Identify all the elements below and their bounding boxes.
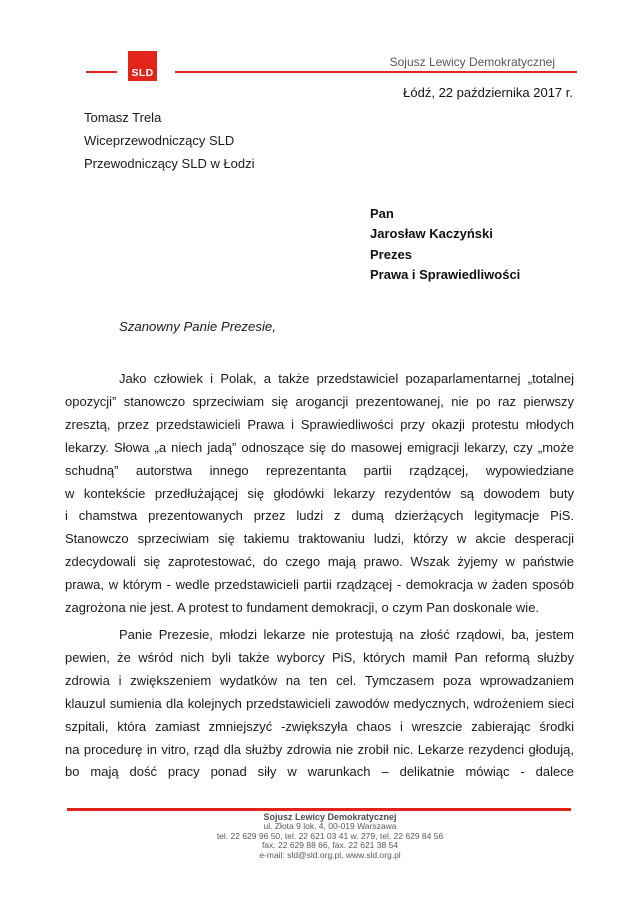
sender-block: [84, 106, 255, 175]
letterhead-rule-left: [86, 71, 117, 73]
recipient-line: Jarosław Kaczyński: [370, 226, 493, 242]
sender-line: Tomasz Trela: [84, 110, 162, 125]
body-line: w kontekście przedłużającej się głodówki lekarzy rezydentów są dowodem buty: [65, 485, 574, 501]
sld-logo-text: SLD: [131, 66, 154, 79]
body-line: szpitali, która zamiast zmniejszyć -zwiększyła chaos i wreszcie zabierając środki: [65, 718, 574, 734]
body-line: lekarzy. Słowa „a niech jadą” odnoszące się do masowej emigracji lekarzy, czy „może: [65, 439, 574, 455]
date-line: Łódź, 22 października 2017 r.: [403, 85, 573, 100]
salutation: Szanowny Panie Prezesie,: [119, 319, 276, 334]
letterhead-rule-right: [175, 71, 577, 73]
body-line: zagrożona nie jest. A protest to fundament demokracji, o czym Pan doskonale wie.: [65, 600, 540, 616]
body-line: schudną” autorstwa innego reprezentanta partii rządzącej, wypowiedziane: [65, 462, 574, 478]
footer-fax: fax. 22 629 88 66, fax. 22 621 38 54: [261, 840, 399, 851]
footer-address: ul. Złota 9 lok. 4, 00-019 Warszawa: [263, 821, 397, 832]
sld-logo: [128, 51, 157, 81]
body-line: prawa, w którym - wedle przedstawicieli partii rządzącej - demokracja w żaden sposób: [65, 577, 574, 593]
body-line: zresztą, przez przedstawicieli Prawa i Sprawiedliwości przy okazji protestu młodych: [65, 416, 574, 432]
letterhead-org-name: Sojusz Lewicy Demokratycznej: [389, 55, 555, 69]
recipient-line: Prawa i Sprawiedliwości: [370, 267, 521, 283]
recipient-line: Pan: [370, 206, 394, 221]
footer-rule: [67, 808, 571, 811]
recipient-block: [370, 204, 520, 286]
body-line: Jako człowiek i Polak, a także przedstawiciel pozaparlamentarnej „totalnej: [119, 371, 574, 386]
footer-phones: tel. 22 629 96 50, tel. 22 621 03 41 w. 279, tel. 22 629 84 56: [216, 830, 444, 841]
footer-org-name: Sojusz Lewicy Demokratycznej: [263, 812, 397, 822]
body-line: na procedurę in vitro, rząd dla służby zdrowia nie zrobił nic. Lekarze rezydenci głodują,: [65, 741, 574, 757]
body-line: zdecydowali się zaprotestować, do czego mają prawo. Wszak żyjemy w państwie: [65, 554, 574, 570]
body-line: klauzul sumienia dla kolejnych przedstawicieli zawodów medycznych, wdrożeniem sieci: [65, 695, 574, 711]
body-line: pewien, że wśród nich byli także wyborcy PiS, których mamił Pan reformą służby: [65, 649, 574, 665]
body-paragraph: [65, 624, 574, 784]
recipient-line: Prezes: [370, 246, 412, 262]
sender-line: Przewodniczący SLD w Łodzi: [84, 156, 255, 171]
sender-line: Wiceprzewodniczący SLD: [84, 133, 235, 148]
body-line: bo mają dość pracy ponad siły w warunkach – delikatnie mówiąc - dalece: [65, 764, 574, 780]
body-line: i chamstwa prezentowanych przez ludzi z dumą dzierżących legitymacje PiS.: [65, 508, 574, 524]
body-paragraph: [65, 368, 574, 620]
body-line: opozycji” stanowczo sprzeciwiam się arogancji prezentowanej, nie po raz pierwszy: [65, 393, 574, 409]
body-line: zdrowia i zwiększeniem wydatków na ten cel. Tymczasem poza wprowadzaniem: [65, 672, 574, 688]
footer-email-web: e-mail: sld@sld.org.pl, www.sld.org.pl: [259, 849, 401, 860]
body-line: Panie Prezesie, młodzi lekarze nie protestują na złość rządowi, ba, jestem: [119, 626, 574, 642]
body-line: Stanowczo sprzeciwiam się takiemu traktowaniu ludzi, którzy w akcie desperacji: [65, 531, 574, 547]
letter-body: [65, 368, 574, 784]
footer-block: [90, 813, 570, 860]
